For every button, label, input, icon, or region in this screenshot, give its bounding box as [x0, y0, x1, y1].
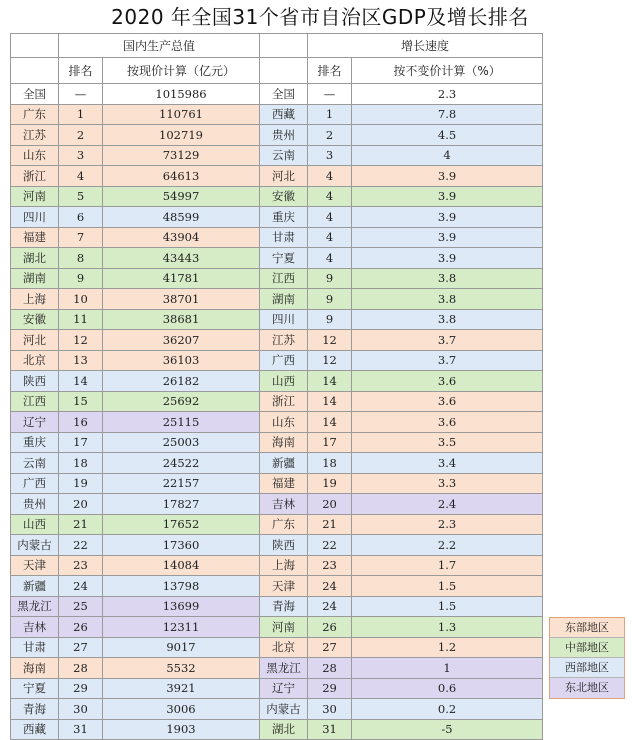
header-blank-right-2: [260, 58, 308, 84]
growth-rank-cell: 9: [308, 268, 352, 289]
header-growth-value: 按不变价计算（%）: [352, 58, 543, 84]
growth-value-cell: 3.9: [352, 248, 543, 269]
gdp-value-cell: 25692: [103, 391, 260, 412]
gdp-rank-cell: 2: [59, 125, 103, 146]
gdp-region-cell: 贵州: [11, 494, 59, 515]
gdp-region-cell: 河南: [11, 186, 59, 207]
table-row: [11, 658, 543, 679]
gdp-value-cell: 43443: [103, 248, 260, 269]
gdp-value-cell: 17360: [103, 535, 260, 556]
growth-rank-cell: 24: [308, 576, 352, 597]
header-gdp-rank: 排名: [59, 58, 103, 84]
gdp-value-cell: 17652: [103, 514, 260, 535]
growth-region-cell: 湖北: [260, 719, 308, 740]
growth-rank-cell: 18: [308, 453, 352, 474]
gdp-value-cell: 38701: [103, 289, 260, 310]
table-row: [11, 248, 543, 269]
table-row: [11, 186, 543, 207]
growth-value-cell: 2.3: [352, 84, 543, 105]
growth-rank-cell: 31: [308, 719, 352, 740]
legend-east: 东部地区: [550, 618, 624, 638]
header-growth-rank: 排名: [308, 58, 352, 84]
growth-region-cell: 广东: [260, 514, 308, 535]
growth-region-cell: 甘肃: [260, 227, 308, 248]
gdp-region-cell: 陕西: [11, 371, 59, 392]
gdp-rank-cell: 3: [59, 145, 103, 166]
gdp-rank-cell: 9: [59, 268, 103, 289]
gdp-region-cell: 内蒙古: [11, 535, 59, 556]
growth-region-cell: 江苏: [260, 330, 308, 351]
gdp-value-cell: 110761: [103, 104, 260, 125]
growth-value-cell: 3.4: [352, 453, 543, 474]
table-row: [11, 453, 543, 474]
gdp-value-cell: 3921: [103, 678, 260, 699]
gdp-value-cell: 41781: [103, 268, 260, 289]
gdp-region-cell: 福建: [11, 227, 59, 248]
growth-rank-cell: 27: [308, 637, 352, 658]
gdp-value-cell: 5532: [103, 658, 260, 679]
gdp-rank-cell: 22: [59, 535, 103, 556]
growth-region-cell: 天津: [260, 576, 308, 597]
table-row: [11, 473, 543, 494]
table-row: [11, 330, 543, 351]
growth-value-cell: 3.6: [352, 412, 543, 433]
growth-value-cell: 3.9: [352, 227, 543, 248]
growth-region-cell: 上海: [260, 555, 308, 576]
gdp-rank-cell: 14: [59, 371, 103, 392]
growth-rank-cell: 26: [308, 617, 352, 638]
gdp-rank-cell: 7: [59, 227, 103, 248]
gdp-region-cell: 山西: [11, 514, 59, 535]
gdp-rank-cell: 26: [59, 617, 103, 638]
growth-region-cell: 辽宁: [260, 678, 308, 699]
gdp-region-cell: 吉林: [11, 617, 59, 638]
header-blank-left-2: [11, 58, 59, 84]
growth-region-cell: 北京: [260, 637, 308, 658]
growth-rank-cell: 17: [308, 432, 352, 453]
growth-rank-cell: 14: [308, 371, 352, 392]
table-row: [11, 719, 543, 740]
gdp-region-cell: 天津: [11, 555, 59, 576]
growth-region-cell: 黑龙江: [260, 658, 308, 679]
growth-rank-cell: 30: [308, 699, 352, 720]
growth-value-cell: 1.7: [352, 555, 543, 576]
gdp-region-cell: 辽宁: [11, 412, 59, 433]
header-gdp-group: 国内生产总值: [59, 34, 260, 58]
growth-region-cell: 青海: [260, 596, 308, 617]
header-growth-group: 增长速度: [308, 34, 543, 58]
gdp-region-cell: 宁夏: [11, 678, 59, 699]
growth-value-cell: 0.2: [352, 699, 543, 720]
growth-value-cell: 1.5: [352, 576, 543, 597]
legend-northeast: 东北地区: [550, 678, 624, 698]
growth-value-cell: 3.7: [352, 350, 543, 371]
gdp-value-cell: 9017: [103, 637, 260, 658]
table-row: [11, 289, 543, 310]
gdp-rank-cell: 21: [59, 514, 103, 535]
growth-region-cell: 全国: [260, 84, 308, 105]
table-row: [11, 576, 543, 597]
growth-region-cell: 宁夏: [260, 248, 308, 269]
header-row-groups: [11, 34, 543, 58]
gdp-ranking-table: [10, 33, 543, 740]
growth-value-cell: 3.9: [352, 186, 543, 207]
table-row: [11, 104, 543, 125]
growth-value-cell: 1.2: [352, 637, 543, 658]
growth-rank-cell: 14: [308, 412, 352, 433]
header-row-columns: [11, 58, 543, 84]
gdp-rank-cell: 4: [59, 166, 103, 187]
gdp-region-cell: 西藏: [11, 719, 59, 740]
gdp-rank-cell: 19: [59, 473, 103, 494]
gdp-region-cell: 新疆: [11, 576, 59, 597]
gdp-rank-cell: 23: [59, 555, 103, 576]
growth-value-cell: 2.3: [352, 514, 543, 535]
growth-value-cell: 3.7: [352, 330, 543, 351]
gdp-rank-cell: 12: [59, 330, 103, 351]
gdp-rank-cell: 24: [59, 576, 103, 597]
growth-rank-cell: 20: [308, 494, 352, 515]
gdp-value-cell: 26182: [103, 371, 260, 392]
gdp-region-cell: 黑龙江: [11, 596, 59, 617]
gdp-region-cell: 浙江: [11, 166, 59, 187]
growth-value-cell: 1.5: [352, 596, 543, 617]
gdp-region-cell: 甘肃: [11, 637, 59, 658]
gdp-rank-cell: 31: [59, 719, 103, 740]
growth-rank-cell: 9: [308, 309, 352, 330]
gdp-rank-cell: 28: [59, 658, 103, 679]
table-row: [11, 391, 543, 412]
table-row: [11, 699, 543, 720]
gdp-rank-cell: 18: [59, 453, 103, 474]
gdp-region-cell: 广东: [11, 104, 59, 125]
gdp-region-cell: 海南: [11, 658, 59, 679]
gdp-value-cell: 25003: [103, 432, 260, 453]
growth-rank-cell: —: [308, 84, 352, 105]
table-row: [11, 617, 543, 638]
growth-region-cell: 广西: [260, 350, 308, 371]
gdp-region-cell: 江苏: [11, 125, 59, 146]
growth-value-cell: 3.9: [352, 207, 543, 228]
growth-region-cell: 福建: [260, 473, 308, 494]
header-gdp-value: 按现价计算（亿元）: [103, 58, 260, 84]
table-row: [11, 412, 543, 433]
growth-region-cell: 江西: [260, 268, 308, 289]
growth-value-cell: 3.6: [352, 391, 543, 412]
gdp-rank-cell: 15: [59, 391, 103, 412]
growth-rank-cell: 4: [308, 248, 352, 269]
growth-rank-cell: 28: [308, 658, 352, 679]
growth-rank-cell: 4: [308, 166, 352, 187]
growth-region-cell: 安徽: [260, 186, 308, 207]
gdp-region-cell: 全国: [11, 84, 59, 105]
growth-value-cell: 4: [352, 145, 543, 166]
page-title: 2020 年全国31个省市自治区GDP及增长排名: [111, 5, 529, 29]
gdp-value-cell: 13699: [103, 596, 260, 617]
table-row: [11, 432, 543, 453]
table-row: [11, 371, 543, 392]
growth-rank-cell: 12: [308, 330, 352, 351]
gdp-region-cell: 上海: [11, 289, 59, 310]
growth-rank-cell: 14: [308, 391, 352, 412]
gdp-region-cell: 云南: [11, 453, 59, 474]
gdp-rank-cell: 1: [59, 104, 103, 125]
gdp-rank-cell: 5: [59, 186, 103, 207]
gdp-value-cell: 73129: [103, 145, 260, 166]
growth-value-cell: 2.4: [352, 494, 543, 515]
growth-region-cell: 陕西: [260, 535, 308, 556]
table-row: [11, 309, 543, 330]
gdp-rank-cell: 30: [59, 699, 103, 720]
growth-region-cell: 湖南: [260, 289, 308, 310]
growth-region-cell: 海南: [260, 432, 308, 453]
growth-region-cell: 吉林: [260, 494, 308, 515]
growth-value-cell: 1: [352, 658, 543, 679]
legend-west: 西部地区: [550, 658, 624, 678]
growth-value-cell: 1.3: [352, 617, 543, 638]
growth-value-cell: -5: [352, 719, 543, 740]
gdp-region-cell: 江西: [11, 391, 59, 412]
gdp-rank-cell: 13: [59, 350, 103, 371]
growth-region-cell: 重庆: [260, 207, 308, 228]
gdp-region-cell: 四川: [11, 207, 59, 228]
growth-region-cell: 浙江: [260, 391, 308, 412]
gdp-rank-cell: 16: [59, 412, 103, 433]
gdp-region-cell: 北京: [11, 350, 59, 371]
growth-region-cell: 新疆: [260, 453, 308, 474]
gdp-value-cell: 64613: [103, 166, 260, 187]
gdp-rank-cell: 8: [59, 248, 103, 269]
table-row: [11, 514, 543, 535]
growth-rank-cell: 2: [308, 125, 352, 146]
gdp-value-cell: 17827: [103, 494, 260, 515]
header-blank-right: [260, 34, 308, 58]
growth-rank-cell: 19: [308, 473, 352, 494]
table-row: [11, 207, 543, 228]
growth-rank-cell: 4: [308, 186, 352, 207]
gdp-value-cell: 24522: [103, 453, 260, 474]
table-row: [11, 125, 543, 146]
gdp-region-cell: 广西: [11, 473, 59, 494]
gdp-region-cell: 湖北: [11, 248, 59, 269]
table-row: [11, 84, 543, 105]
table-row: [11, 268, 543, 289]
growth-rank-cell: 4: [308, 227, 352, 248]
gdp-value-cell: 1015986: [103, 84, 260, 105]
gdp-value-cell: 43904: [103, 227, 260, 248]
gdp-rank-cell: 20: [59, 494, 103, 515]
growth-value-cell: 3.8: [352, 309, 543, 330]
growth-value-cell: 3.6: [352, 371, 543, 392]
gdp-rank-cell: 27: [59, 637, 103, 658]
growth-rank-cell: 9: [308, 289, 352, 310]
gdp-value-cell: 3006: [103, 699, 260, 720]
table-row: [11, 166, 543, 187]
gdp-rank-cell: 17: [59, 432, 103, 453]
gdp-value-cell: 22157: [103, 473, 260, 494]
growth-region-cell: 云南: [260, 145, 308, 166]
gdp-region-cell: 青海: [11, 699, 59, 720]
growth-region-cell: 山西: [260, 371, 308, 392]
gdp-value-cell: 36207: [103, 330, 260, 351]
table-row: [11, 227, 543, 248]
gdp-rank-cell: 29: [59, 678, 103, 699]
growth-region-cell: 山东: [260, 412, 308, 433]
gdp-region-cell: 安徽: [11, 309, 59, 330]
gdp-value-cell: 48599: [103, 207, 260, 228]
growth-value-cell: 0.6: [352, 678, 543, 699]
gdp-rank-cell: 6: [59, 207, 103, 228]
region-legend: [549, 617, 625, 699]
table-row: [11, 596, 543, 617]
legend-central: 中部地区: [550, 638, 624, 658]
growth-value-cell: 3.3: [352, 473, 543, 494]
growth-value-cell: 3.5: [352, 432, 543, 453]
gdp-value-cell: 38681: [103, 309, 260, 330]
table-row: [11, 555, 543, 576]
growth-rank-cell: 24: [308, 596, 352, 617]
growth-value-cell: 3.9: [352, 166, 543, 187]
growth-region-cell: 贵州: [260, 125, 308, 146]
growth-region-cell: 河北: [260, 166, 308, 187]
gdp-value-cell: 54997: [103, 186, 260, 207]
table-body: [11, 84, 543, 740]
gdp-region-cell: 山东: [11, 145, 59, 166]
growth-region-cell: 河南: [260, 617, 308, 638]
growth-rank-cell: 4: [308, 207, 352, 228]
gdp-value-cell: 14084: [103, 555, 260, 576]
growth-rank-cell: 21: [308, 514, 352, 535]
growth-rank-cell: 29: [308, 678, 352, 699]
table-row: [11, 350, 543, 371]
growth-rank-cell: 12: [308, 350, 352, 371]
table-row: [11, 494, 543, 515]
growth-value-cell: 7.8: [352, 104, 543, 125]
table-row: [11, 145, 543, 166]
header-blank-left: [11, 34, 59, 58]
gdp-value-cell: 13798: [103, 576, 260, 597]
gdp-rank-cell: 11: [59, 309, 103, 330]
gdp-value-cell: 36103: [103, 350, 260, 371]
table-row: [11, 637, 543, 658]
growth-rank-cell: 3: [308, 145, 352, 166]
gdp-value-cell: 102719: [103, 125, 260, 146]
growth-value-cell: 3.8: [352, 289, 543, 310]
growth-region-cell: 内蒙古: [260, 699, 308, 720]
table-row: [11, 678, 543, 699]
growth-value-cell: 3.8: [352, 268, 543, 289]
growth-rank-cell: 1: [308, 104, 352, 125]
gdp-value-cell: 12311: [103, 617, 260, 638]
growth-value-cell: 4.5: [352, 125, 543, 146]
gdp-region-cell: 河北: [11, 330, 59, 351]
growth-region-cell: 四川: [260, 309, 308, 330]
gdp-region-cell: 重庆: [11, 432, 59, 453]
table-row: [11, 535, 543, 556]
gdp-region-cell: 湖南: [11, 268, 59, 289]
growth-rank-cell: 22: [308, 535, 352, 556]
growth-value-cell: 2.2: [352, 535, 543, 556]
gdp-value-cell: 1903: [103, 719, 260, 740]
gdp-rank-cell: 10: [59, 289, 103, 310]
gdp-rank-cell: —: [59, 84, 103, 105]
growth-rank-cell: 23: [308, 555, 352, 576]
gdp-value-cell: 25115: [103, 412, 260, 433]
gdp-rank-cell: 25: [59, 596, 103, 617]
growth-region-cell: 西藏: [260, 104, 308, 125]
